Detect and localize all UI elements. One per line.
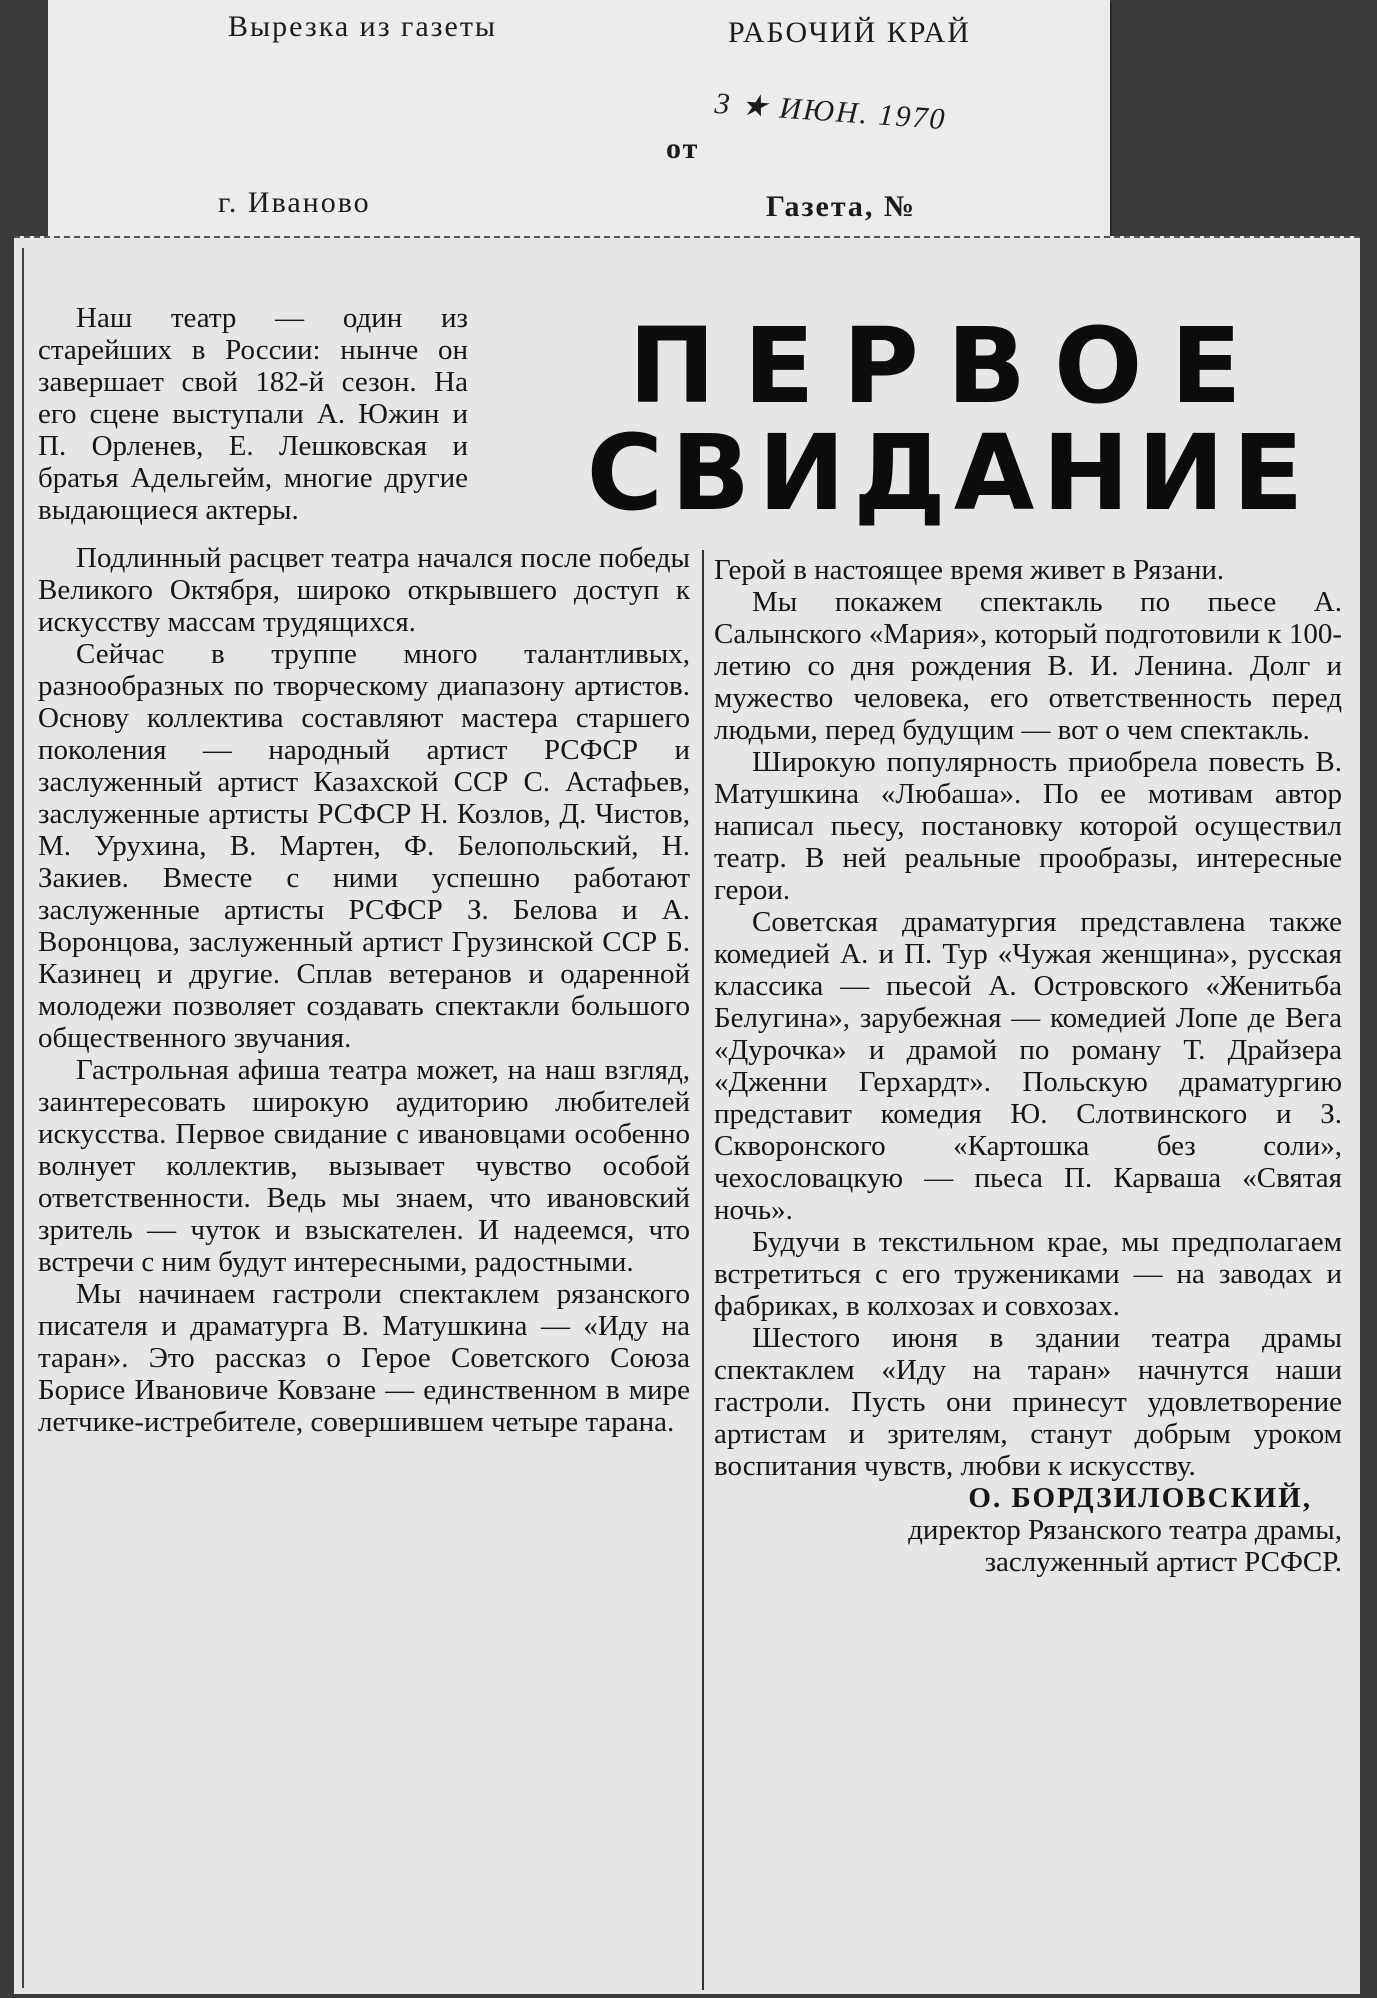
newspaper-name: РАБОЧИЙ КРАЙ (728, 16, 971, 49)
right-column (714, 554, 1342, 1578)
paragraph-continuation: Герой в настоящее время живет в Рязани. (714, 554, 1225, 586)
clip-edge-line (22, 248, 24, 1988)
paragraph: Советская драматургия представлена также комедией А. и П. Тур «Чужая женщина», русская классика — пьесой А. Островского «Женитьба Белугина», зарубежная — комедией Лопе де Вега «Дурочка» и драмой по роману Т. Драйзера «Дженни Герхардт». Польскую драматургию представит комедия Ю. Слотвинского и З. Скворонского «Картошка без соли», чехословацкую — пьеса П. Карваша «Святая ночь». (714, 906, 1342, 1226)
clipping-stamp (48, 0, 1110, 240)
headline-line-2: СВИДАНИЕ (586, 412, 1312, 534)
article-headline (554, 305, 1344, 534)
left-column (38, 542, 690, 1438)
cut-label: Вырезка из газеты (228, 10, 498, 43)
headline-line-1: ПЕРВОЕ (628, 305, 1270, 427)
handwritten-date: 3 ★ ИЮН. 1970 (713, 86, 948, 137)
author-title: директор Рязанского театра драмы, заслуженный артист РСФСР. (908, 1514, 1342, 1578)
paragraph: Широкую популярность приобрела повесть В. Матушкина «Любаша». По ее мотивам автор написал пьесу, постановку которой осуществил театр. В ней реальные прообразы, интересные герои. (714, 746, 1342, 906)
paragraph: Будучи в текстильном крае, мы предполагаем встретиться с его тружениками — на заводах и фабриках, в колхозах и совхозах. (714, 1226, 1342, 1322)
paragraph: Шестого июня в здании театра драмы спектаклем «Иду на таран» начнутся наши гастроли. Пусть они принесут удовлетворение артистам и зрителям, станут добрым уроком воспитания чувств, любви к искусству. (714, 1322, 1342, 1482)
paragraph: Гастрольная афиша театра может, на наш взгляд, заинтересовать широкую аудиторию любителей искусства. Первое свидание с ивановцами особенно волнует коллектив, вызывает чувство особой ответственности. Ведь мы знаем, что ивановский зритель — чуток и взыскателен. И надеемся, что встречи с ним будут интересными, радостными. (38, 1054, 690, 1278)
paragraph: Подлинный расцвет театра начался после победы Великого Октября, широко открывшего доступ к искусству массам трудящихся. (38, 542, 690, 638)
paragraph: Сейчас в труппе много талантливых, разнообразных по творческому диапазону артистов. Основу коллектива составляют мастера старшего поколения — народный артист РСФСР и заслуженный артист Казахской ССР С. Астафьев, заслуженные артисты РСФСР Н. Козлов, Д. Чистов, М. Урухина, В. Мартен, Ф. Белопольский, Н. Закиев. Вместе с ними успешно работают заслуженные артисты РСФСР З. Белова и А. Воронцова, заслуженный артист Грузинской ССР Б. Казинец и другие. Сплав ветеранов и одаренной молодежи позволяет создавать спектакли большого общественного звучания. (38, 638, 690, 1054)
issue-label: Газета, № (766, 190, 917, 223)
intro-column (38, 302, 468, 526)
city-label: г. Иваново (218, 186, 371, 219)
author-name: О. БОРДЗИЛОВСКИЙ, (968, 1482, 1312, 1514)
newspaper-clipping (14, 236, 1360, 1994)
paragraph: Мы покажем спектакль по пьесе А. Салынского «Мария», который подготовили к 100-летию со дня рождения В. И. Ленина. Долг и мужество человека, его ответственность перед людьми, перед будущим — вот о чем спектакль. (714, 586, 1342, 746)
column-divider (702, 550, 704, 1990)
intro-paragraph: Наш театр — один из старейших в России: нынче он завершает свой 182-й сезон. На его сцене выступали А. Южин и П. Орленев, Е. Лешковская и братья Адельгейм, многие другие выдающиеся актеры. (38, 302, 468, 526)
date-prefix: от (666, 132, 700, 165)
paragraph: Мы начинаем гастроли спектаклем рязанского писателя и драматурга В. Матушкина — «Иду на таран». Это рассказ о Герое Советского Союза Борисе Ивановиче Ковзане — единственном в мире летчике-истребителе, совершившем четыре тарана. (38, 1278, 690, 1438)
